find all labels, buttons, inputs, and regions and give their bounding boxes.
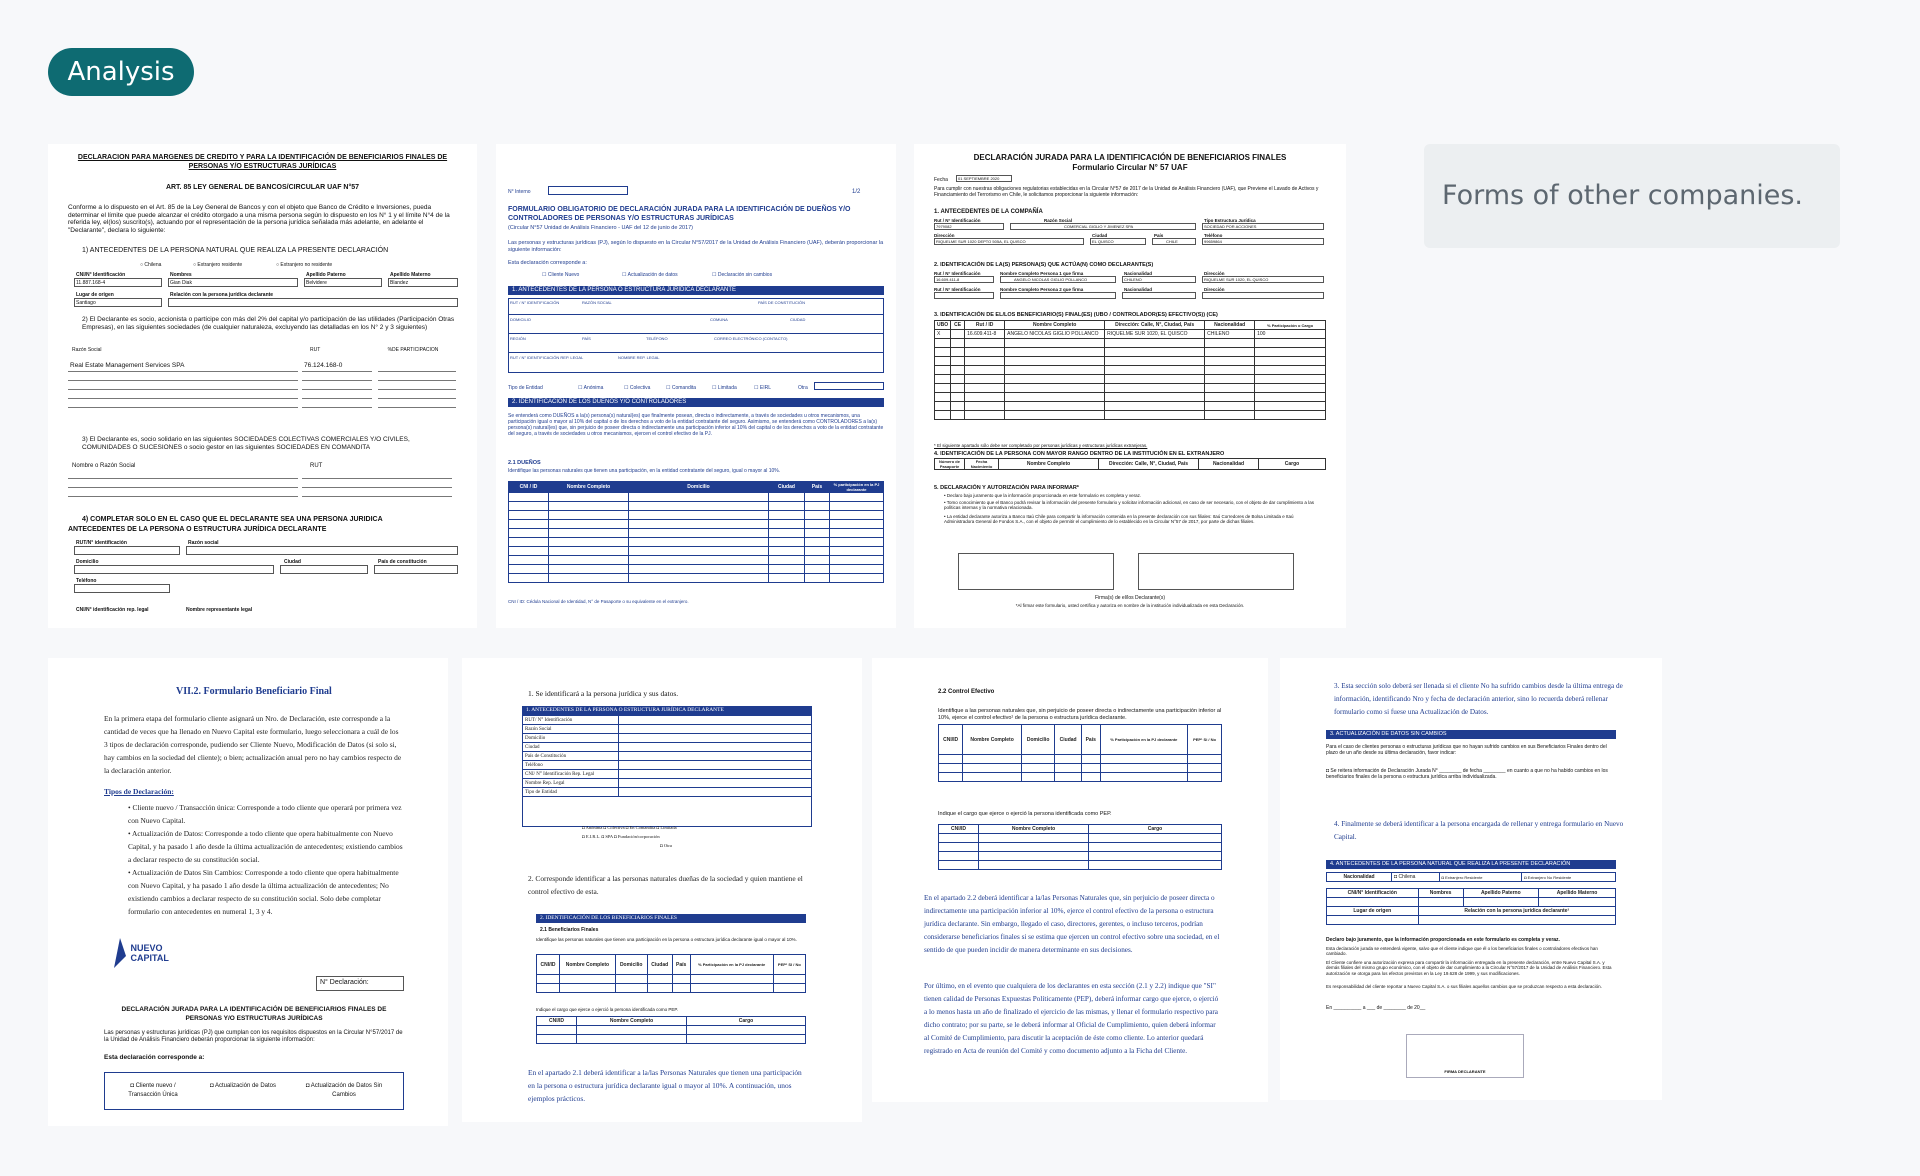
- para-4: 4. Finalmente se deberá identificar a la persona encargada de rellenar y entrega formulario en Nuevo Capital.: [1334, 820, 1624, 841]
- s3-col-rut: RUT: [310, 463, 323, 469]
- analysis-badge[interactable]: Analysis: [48, 48, 194, 96]
- s1-val-name: COMERCIAL GIGLIO Y JIMENEZ SPA: [1064, 224, 1134, 229]
- small-2: El Cliente confiere una autorización expresa para compartir la información entregada en la presente declaración, entre Nuevo Capital S.A. y demás filiales del mismo grupo económico, con el objeto de dar cumplimiento a la Circular N°57/2017 de la Unidad de Análisis Financiero. Esta autorización se otorga para los efectos previstos en la Ley 19.628 de 1999, y sus modificaciones.: [1326, 960, 1612, 976]
- form-title: DECLARACIÓN JURADA PARA LA IDENTIFICACIÓN DE BENEFICIARIOS FINALES DE PERSONAS Y/O ESTRUCTURAS JURÍDICAS: [121, 1006, 387, 1022]
- person-table: CNI/N° Identificación Nombres Apellido Paterno Apellido Materno Lugar de origen Relación con la persona jurídica declarante²: [1326, 888, 1616, 925]
- logo-mark-icon: [112, 936, 128, 970]
- s1-col-address: Dirección: [934, 233, 955, 238]
- s2-col2-address: Dirección: [1204, 287, 1225, 292]
- section-bar-1: 1. ANTECEDENTES DE LA PERSONA O ESTRUCTURA JURÍDICA DECLARANTE: [508, 286, 884, 295]
- doc-title: 2.2 Control Efectivo: [938, 689, 995, 695]
- para-2: 2. Corresponde identificar a las personas naturales dueñas de la sociedad y quien mantiene el control efectivo de esta.: [528, 874, 803, 896]
- doc-title: VII.2. Formulario Beneficiario Final: [176, 686, 332, 697]
- option-update: ◘ Actualización de Datos: [209, 1083, 276, 1089]
- declaration: Declaro bajo juramento, que la información proporcionada en este formulario es completa y veraz.: [1326, 937, 1560, 943]
- s4-field-rut: RUT/N° identificación: [76, 540, 127, 546]
- s1-val-rut: 7979082: [936, 224, 952, 229]
- s2-col-pct: %DE PARTICIPACION: [387, 347, 439, 353]
- s4-field-city: Ciudad: [284, 559, 301, 565]
- entity-6: Otra: [798, 385, 808, 391]
- radio-nonresident: ○ Extranjero no residente: [276, 262, 333, 268]
- col-surname-2: Apellido Materno: [390, 272, 431, 278]
- form-thumbnail-uaf-insurer[interactable]: [496, 144, 896, 628]
- para-1: En el apartado 2.2 deberá identificar a la/las Personas Naturales que, sin perjuicio de poseer directa o indirectamente una participación inferior al 10%, ejerce el control efectivo de la persona o estructura jurídica declarante. Sin embargo, llegado el caso, directores, gerentes, o incluso terceros, podrían considerarse beneficiarios finales si se estima que ejercen un control efectivo sobre una sociedad, en el sentido de que pueden incidir de manera determinante en sus decisiones.: [924, 894, 1220, 954]
- bf-table: CNI/ID Nombre Completo Domicilio Ciudad País % Participación en la PJ declarante PEP¹ SI / No: [536, 954, 806, 993]
- col-surname-1: Apellido Paterno: [306, 272, 346, 278]
- check-update: ☐ Actualización de datos: [622, 272, 678, 278]
- check-new: ☐ Cliente Nuevo: [542, 272, 580, 278]
- pep-table: CNI/ID Nombre Completo Cargo: [536, 1016, 806, 1044]
- entity-1: ☐ Anónima: [578, 385, 604, 391]
- s5-item-2: • Tomo conocimiento que el Banco podrá revisar la información del presente formulario y solicitar información adicional, en caso de ser necesario, con el objeto de dar cumplimiento a las políticas internas y la normativa relacionada.: [944, 500, 1314, 511]
- owners-table: CNI / ID Nombre Completo Domicilio Ciudad País % participación en la PJ declarante: [508, 481, 884, 583]
- f-country: PAÍS DE CONSTITUCIÓN: [758, 300, 806, 305]
- corresponds-label: Esta declaración corresponde a:: [508, 260, 587, 266]
- s4-field-name: Razón social: [188, 540, 219, 546]
- f-city: CIUDAD: [790, 317, 806, 322]
- s1-col-phone: Teléfono: [1204, 233, 1223, 238]
- s2-col-rut: Rut / N° Identificación: [934, 271, 981, 276]
- s1-col-type: Tipo Estructura Jurídica: [1204, 218, 1256, 223]
- sign-note: *Al firmar este formulario, usted certifica y autoriza en nombre de la institución individualizada en esta Declaración.: [1015, 603, 1245, 608]
- section-bar-2: 2. IDENTIFICACIÓN DE LOS BENEFICIARIOS FINALES: [536, 914, 806, 923]
- entity-opts-3: ◘ Otra: [660, 843, 672, 848]
- f-region: REGIÓN: [510, 336, 526, 341]
- doc-title: DECLARACION PARA MARGENES DE CREDITO Y PARA LA IDENTIFICACIÓN DE BENEFICIARIOS FINALES DE PERSONAS Y/O ESTRUCTURAS JURÍDICAS: [77, 154, 448, 170]
- type-3: • Actualización de Datos Sin Cambios: Corresponde a todo cliente que opera habitualmente con Nuevo Capital, y ha pasado 1 año desde la última actualización de antecedentes; No existiendo cambios a declarar respecto de su constitución social. Solo debe completar formulario con antecedentes en numeral 1, 3 y 4.: [128, 868, 399, 916]
- s2-col-nat: Nacionalidad: [1124, 271, 1153, 276]
- s5-item-1: • Declaro bajo juramento que la información proporcionada en este formulario es completa y veraz.: [944, 493, 1142, 498]
- section-4: 4) COMPLETAR SOLO EN EL CASO QUE EL DECLARANTE SEA UNA PERSONA JURIDICA: [82, 516, 383, 523]
- para-1: 1. Se identificará a la persona jurídica y sus datos.: [528, 689, 679, 698]
- date-value: 01 SEPTIEMBRE 2020: [958, 176, 1000, 181]
- s1-col-name: Razón Social: [1044, 218, 1073, 223]
- doc-intro: Las personas y estructuras jurídicas (PJ), según lo dispuesto en la Circular N°57/2017 de la Unidad de Análisis Financiero (UAF), deberán proporcionar la siguiente información:: [508, 240, 884, 253]
- form-thumbnail-nuevo-capital-sec2[interactable]: [872, 658, 1268, 1102]
- s2-row-rut: 76.124.168-0: [304, 362, 343, 369]
- sub-21: 2.1 DUEÑOS: [508, 460, 541, 466]
- s4-foot-name: Nombre representante legal: [186, 607, 253, 613]
- s3-note: * El siguiente apartado sólo debe ser completado por personas jurídicas y estructuras jurídicas extranjeras.: [934, 443, 1148, 448]
- doc-subtitle: Formulario Circular N° 57 UAF: [1072, 163, 1188, 172]
- doc-title: DECLARACIÓN JURADA PARA LA IDENTIFICACIÓN DE BENEFICIARIOS FINALES: [973, 153, 1287, 162]
- s2-val-address: RIQUELME SUR 1020, EL QUISCO: [1204, 277, 1269, 282]
- s2-col-name: Razón Social: [72, 347, 102, 353]
- f-rep-rut: RUT / N° IDENTIFICACIÓN REP. LEGAL: [510, 355, 584, 360]
- s1-col-rut: Rut / N° Identificación: [934, 218, 981, 223]
- pep-table: CNI/ID Nombre Completo Cargo: [938, 824, 1222, 870]
- origin-label: Lugar de origen: [76, 292, 114, 298]
- s2-val-rut: 16.609.411-8: [936, 277, 960, 282]
- foreign-table: Número de Pasaporte Fecha Nacimiento Nombre Completo Dirección: Calle, N°, Ciudad, País Nacionalidad Cargo: [934, 458, 1326, 470]
- doc-foot: CNI / ID: Cédula Nacional de Identidad, N° de Pasaporte o su equivalente en el extranjero.: [508, 599, 689, 604]
- form-thumbnail-itau[interactable]: [914, 144, 1346, 628]
- types-title: Tipos de Declaración:: [104, 787, 174, 796]
- s1-val-country: CHILE: [1166, 239, 1178, 244]
- s2-val-name: ANGELO NICOLAS GIGLIO POLLANCO: [1014, 277, 1088, 282]
- s4-foot-id: CNI/N° identificación rep. legal: [76, 607, 149, 613]
- sticky-note[interactable]: Forms of other companies.: [1424, 144, 1840, 248]
- f-address: DOMICILIO: [510, 317, 531, 322]
- sign-label: FIRMA DECLARANTE: [1444, 1069, 1486, 1074]
- s2-col-name: Nombre Completo Persona 1 que firma: [1000, 271, 1084, 276]
- text-21: Identifique las personas naturales que tienen una participación en la persona o estructura jurídica declarante igual o mayor al 10%.: [536, 937, 797, 942]
- s3-col-name: Nombre o Razón Social: [72, 463, 136, 469]
- pep-text: Indique el cargo que ejerce o ejerció la persona identificada como PEP.: [536, 1007, 679, 1012]
- f-pais: PAÍS: [582, 336, 591, 341]
- s4-field-phone: Teléfono: [76, 578, 97, 584]
- s2-col2-nat: Nacionalidad: [1124, 287, 1153, 292]
- para-3: En el apartado 2.1 deberá identificar a la/las Personas Naturales que tienen una participación en la persona o estructura jurídica declarante igual o mayor al 10%. A continuación, unos ejemplos prácticos.: [528, 1068, 802, 1103]
- relation-label: Relación con la persona jurídica declarante: [170, 292, 274, 298]
- val-surname-1: Belvidere: [306, 280, 327, 286]
- date-label: Fecha: [934, 177, 948, 183]
- s2-col2-rut: Rut / N° Identificación: [934, 287, 981, 292]
- s1-title: 1. ANTECEDENTES DE LA COMPAÑÍA: [934, 209, 1043, 215]
- form-intro: Las personas y estructuras jurídicas (PJ) que cumplan con los requisitos dispuestos en la Circular N°57/2017 de la Unidad de Análisis Financiero deberán proporcionar la siguiente información:: [104, 1030, 403, 1043]
- f-rep-name: NOMBRE REP. LEGAL: [618, 355, 660, 360]
- s4-field-country: País de constitución: [378, 559, 427, 565]
- ubo-table: UBO CE Rut / ID Nombre Completo Dirección: Calle, N°, Ciudad, País Nacionalidad % Participación o Cargo X 16.609.411-8 ANGELO NICOLAS GIGLIO POLLANCO RIQUELME SUR 1020, EL QUISCO CHILENO 100: [934, 320, 1326, 420]
- s5-title: 5. DECLARACIÓN Y AUTORIZACIÓN PARA INFORMAR*: [934, 485, 1079, 491]
- form-thumbnail-bci[interactable]: [48, 144, 477, 628]
- sub-21: 2.1 Beneficiarios Finales: [540, 927, 599, 933]
- s2-row-name: Real Estate Management Services SPA: [70, 362, 185, 369]
- origin-value: Santiago: [76, 300, 96, 306]
- type-1: • Cliente nuevo / Transacción única: Corresponde a todo cliente que operará por primera vez con Nuevo Capital.: [128, 803, 402, 825]
- f-rut: RUT / N° IDENTIFICACIÓN: [510, 300, 560, 305]
- check-nochange: ☐ Declaración sin cambios: [712, 272, 773, 278]
- section-bar-4: 4. ANTECEDENTES DE LA PERSONA NATURAL QUE REALIZA LA PRESENTE DECLARACIÓN: [1326, 860, 1616, 869]
- form-thumbnail-nuevo-capital-sec3[interactable]: [1280, 658, 1662, 1100]
- s4-field-address: Domicilio: [76, 559, 99, 565]
- form-thumbnail-nuevo-capital-sec1[interactable]: [462, 658, 862, 1122]
- pep-text: Indique el cargo que ejerce o ejerció la persona identificada como PEP.: [938, 811, 1112, 817]
- f-comuna: COMUNA: [710, 317, 728, 322]
- f-email: CORREO ELECTRÓNICO (CONTACTO): [714, 336, 788, 341]
- f-phone: TELÉFONO: [646, 336, 668, 341]
- s2-title: 2. IDENTIFICACIÓN DE LA(S) PERSONA(S) QUE ACTÚA(N) COMO DECLARANTE(S): [934, 262, 1154, 268]
- form-corr: Esta declaración corresponde a:: [104, 1054, 205, 1061]
- col-id: CNI/N° Identificación: [76, 272, 126, 278]
- doc-text: Identifique a las personas naturales que, sin perjuicio de poseer directa o indirectamente una participación inferior al 10%, ejerce el control efectivo¹ de la persona o estructura jurídica declarante.: [938, 708, 1222, 721]
- entity-opts-1: ◘ Anónima ◘ Colectiva ◘ En Comandita ◘ Limitada: [582, 825, 677, 830]
- section-bar-2: 2. IDENTIFICACIÓN DE LOS DUEÑOS Y/O CONTROLADORES: [508, 398, 884, 407]
- sign-label: Firma(s) de el/los Declarante(s): [1094, 595, 1166, 601]
- s3-title: 3. IDENTIFICACIÓN DE EL/LOS BENEFICIARIO(S) FINAL(ES) (UBO / CONTROLADOR(ES) EFECTIVO(S)) (CE): [934, 312, 1218, 318]
- s2-col-address: Dirección: [1204, 271, 1225, 276]
- s1-col-country: País: [1154, 233, 1164, 238]
- radio-resident: ○ Extranjero residente: [193, 262, 243, 268]
- small-3: Es responsabilidad del cliente reportar a Nuevo Capital S.A. o sus filiales aquellos cambios que se produzcan respecto a esta declaración.: [1326, 984, 1602, 989]
- section-2-text: Se entenderá como DUEÑOS a la(s) persona(s) natural(es) que finalmente posean, directa o indirectamente, a través de sociedades u otros mecanismos, una participación igual o mayor al 10% del capital o de los derechos a voto de la entidad contratante del seguro. Asimismo, se entenderá como CONTROLADORES a la(s) persona(s) natural(es) que, sin perjuicio de poseer directa o indirectamente una participación inferior al 10% del capital o de los derechos a voto de la entidad contratante del seguro, a través de sociedades u otros mecanismos, ejercen el control efectivo de la PJ.: [508, 413, 884, 437]
- check-3: ◘ Se reitera información de Declaración Jurada N° ________ de fecha ________ en cuanto a que no ha habido cambios en los beneficiarios finales de la persona o estructura jurídica arriba individualizada.: [1326, 768, 1608, 780]
- section-1: 1) ANTECEDENTES DE LA PERSONA NATURAL QUE REALIZA LA PRESENTE DECLARACIÓN: [82, 247, 389, 254]
- nuevo-capital-logo: NUEVO CAPITAL: [112, 936, 171, 970]
- s1-col-city: Ciudad: [1092, 233, 1108, 238]
- col-names: Nombres: [170, 272, 192, 278]
- s2-col2-name: Nombre Completo Persona 2 que firma: [1000, 287, 1084, 292]
- text-3: Para el caso de clientes personas o estructuras jurídicas que no hayan sufrido cambios en sus Beneficiarios Finales dentro del plazo de un año desde su última declaración, favor indicar:: [1326, 744, 1607, 756]
- section-2: 2) El Declarante es socio, accionista o partícipe con más del 2% del capital y/o participación de las utilidades (Participación Otras Empresas), en las siguientes sociedades (de cualquier naturaleza, excluyendo las detalladas en los N° 2 y 3 siguientes): [82, 316, 455, 331]
- entity-5: ☐ EIRL: [754, 385, 771, 391]
- form-thumbnail-nuevo-capital-intro[interactable]: [48, 658, 448, 1126]
- doc-title: FORMULARIO OBLIGATORIO DE DECLARACIÓN JURADA PARA LA IDENTIFICACIÓN DE DUEÑOS Y/O CONTROLADORES DE PERSONAS Y/O ESTRUCTURAS JURÍDICAS: [508, 206, 851, 222]
- small-1: Esta declaración jurada se entenderá vigente, salvo que el cliente indique que él o los beneficiarios finales o controladores efectivos han cambiado.: [1326, 946, 1598, 957]
- type-2: • Actualización de Datos: Corresponde a todo cliente que opera habitualmente con Nuevo Capital, y ha pasado 1 año desde la última actualización de antecedentes; existiendo cambios a declarar respecto de su constitución social.: [128, 829, 403, 864]
- control-table: CNI/ID Nombre Completo Domicilio Ciudad País % Participación en la PJ declarante PEP¹ Si / No: [938, 724, 1222, 782]
- section-3: 3) El Declarante es, socio solidario en las siguientes SOCIEDADES COLECTIVAS COMERCIALES Y/O CIVILES, COMUNIDADES O SUCESIONES o socio gestor en las siguientes SOCIEDADES EN COMANDITA: [82, 436, 410, 451]
- doc-ref: (Circular N°57 Unidad de Análisis Financiero - UAF del 12 de junio de 2017): [508, 225, 694, 231]
- s1-val-type: SOCIEDAD POR ACCIONES: [1204, 224, 1257, 229]
- nat-table: Nacionalidad ◘ Chilena ◘ Extranjero Residente ◘ Extranjero No Residente: [1326, 872, 1616, 882]
- f-name: RAZÓN SOCIAL: [582, 300, 612, 305]
- para-3: 3. Esta sección solo deberá ser llenada si el cliente No ha sufrido cambios desde la última entrega de información, identificando Nro y fecha de declaración anterior, sino lo recuerda deberá rellenar formulario como si fuese una Actualización de Datos.: [1334, 682, 1623, 716]
- val-id: 11.887.168-4: [76, 280, 106, 286]
- s2-val-nat: CHILENO: [1124, 277, 1142, 282]
- option-new: ◘ Cliente nuevo / Transacción Única: [128, 1083, 178, 1098]
- doc-subtitle: ART. 85 LEY GENERAL DE BANCOS/CIRCULAR UAF N°57: [165, 184, 360, 191]
- entity-3: ☐ Comandita: [666, 385, 697, 391]
- para-1: En la primera etapa del formulario cliente asignará un Nro. de Declaración, este corresponde a la cantidad de veces que ha llenado en Nuevo Capital este formulario, luego seleccionara a cuál de los 3 tipos de declaración corresponde, pudiendo ser Cliente Nuevo, Modificación de Datos (si solo si, hay cambios en la sociedad del cliente); o bien; actualización anual pero no hay cambios respecto de la declaración anterior.: [104, 714, 402, 775]
- date-line: En __________ a ___ de ________ de 20__: [1326, 1005, 1426, 1011]
- page-number: 1/2: [852, 189, 861, 195]
- para-2: Por último, en el evento que cualquiera de los declarantes en esta sección (2.1 y 2.2) indique que "SI" tienen calidad de Personas Expuestas Políticamente (PEP), deberá informar cargo que ejerce, o ejerció a lo menos hasta un año de finalizado el ejercicio de las mismas, y llenar el formulario respectivo para dicho contrato; por su parte, se le deberá informar al Oficial de Cumplimiento, quien deberá informar al Comité de Cumplimiento, para discutir la aceptación de éste como cliente. Lo anterior quedará registrado en Acta de reunión del Comité y como documento adjunto a la Ficha del Cliente.: [924, 982, 1219, 1055]
- section-bar-3: 3. ACTUALIZACIÓN DE DATOS SIN CAMBIOS: [1326, 730, 1616, 739]
- val-surname-2: Blandez: [390, 280, 409, 286]
- section-bar-1: 1. ANTECEDENTES DE LA PERSONA O ESTRUCTURA JURÍDICA DECLARANTE: [522, 706, 812, 715]
- section-4-sub: ANTECEDENTES DE LA PERSONA O ESTRUCTURA JURÍDICA DECLARANTE: [68, 526, 327, 533]
- entity-table: RUT/ N° Identificación Razón Social Domicilio Ciudad País de Constitución Teléfono CNI/ N° Identificación Rep. Legal Nombre Rep. Legal Tipo de Entidad: [522, 715, 812, 827]
- entity-opts-2: ◘ E.I.R.L. ◘ SPA ◘ Fundación/corporación: [582, 834, 660, 839]
- doc-intro: Para cumplir con nuestras obligaciones regulatorias establecidas en la Circular N°57 de 2017 de la Unidad de Análisis Financiero (UAF), que Previene el Lavado de Activos y Financiamiento del Terrorismo en Chile, le solicitamos proporcionar la siguiente información:: [934, 186, 1319, 198]
- entity-4: ☐ Limitada: [712, 385, 737, 391]
- entity-label: Tipo de Entidad: [508, 385, 543, 391]
- doc-intro: Conforme a lo dispuesto en el Art. 85 de la Ley General de Bancos y con el objeto que Banco de Crédito e Inversiones, pueda determinar el límite que puede alcanzar el crédito otorgado a una misma persona según lo dispuesto en los N° 1 y el límite N°4 de la referida ley, el(los) suscrito(s), actuando por el representación de la persona jurídica señalada más adelante, en adelante el "Declarante", declara lo siguiente:: [68, 204, 450, 234]
- folio-label: N° Interno: [508, 189, 531, 195]
- s1-val-city: EL QUISCO: [1092, 239, 1114, 244]
- option-nochange: ◘ Actualización de Datos Sin Cambios: [305, 1083, 383, 1098]
- s2-col-rut: RUT: [310, 347, 321, 353]
- val-names: Gian Diak: [170, 280, 192, 286]
- entity-2: ☐ Colectiva: [624, 385, 651, 391]
- s1-val-address: RIQUELME SUR 1020 DEPTO 505A, EL QUISCO: [936, 239, 1026, 244]
- s5-item-3: • La entidad declarante autoriza a Banco Itaú Chile para compartir la información contenida en la presente declaración con sus filiales: Itaú Corredores de Bolsa Limitada e Itaú Administradora General de Fondos S.A., con el objeto de permitir el cumplimiento de lo establecido en la Circular N°57 de 2017, por parte de dichas filiales.: [944, 514, 1294, 525]
- s1-val-phone: 99659864: [1204, 239, 1222, 244]
- decl-no-label: N° Declaración:: [320, 979, 369, 986]
- s4-title: 4. IDENTIFICACIÓN DE LA PERSONA CON MAYOR RANGO DENTRO DE LA INSTITUCIÓN EN EL EXTRANJERO: [934, 451, 1225, 457]
- radio-chilena: ○ Chilena: [140, 262, 162, 268]
- text-21: Identifique las personas naturales que tienen una participación, en la entidad contratante del seguro, igual o mayor al 10%.: [508, 468, 781, 474]
